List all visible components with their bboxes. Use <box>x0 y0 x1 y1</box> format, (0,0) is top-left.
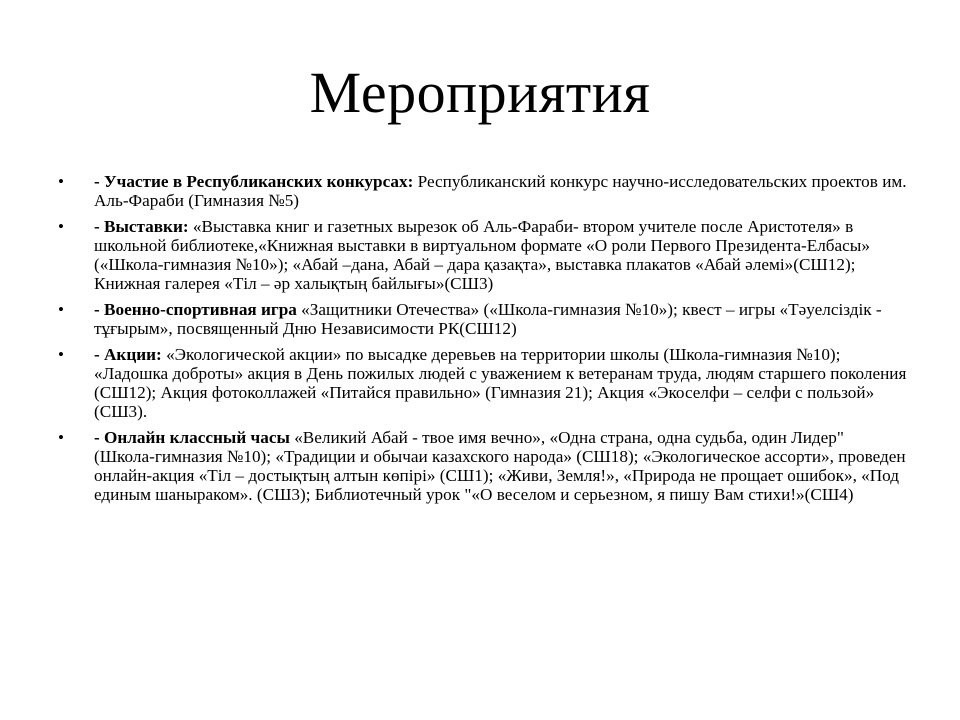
item-text: «Экологической акции» по высадке деревьев на территории школы (Школа-гимназия №10); «Ладошка доброты» акция в День пожилых людей с уважением к ветеранам труда, людям старшего поколения (СШ12); Акция фотоколлажей «Питайся правильно» (Гимназия 21); Акция «Экоселфи – селфи с пользой» (СШ3). <box>94 345 907 421</box>
item-lead: - Выставки: <box>94 217 189 236</box>
bullet-icon: • <box>58 217 64 236</box>
bullet-icon: • <box>58 172 64 191</box>
slide-title: Мероприятия <box>309 60 651 125</box>
list-item <box>58 217 908 293</box>
item-text: Республиканский конкурс научно-исследовательских проектов им. Аль-Фараби (Гимназия №5) <box>94 172 907 210</box>
list-item <box>58 345 908 421</box>
item-lead: - Военно-спортивная игра <box>94 300 297 319</box>
item-lead: - Онлайн классный часы <box>94 428 290 447</box>
bullet-list <box>58 172 908 511</box>
list-item <box>58 300 908 338</box>
list-item <box>58 172 908 210</box>
item-lead: - Акции: <box>94 345 162 364</box>
bullet-icon: • <box>58 428 64 447</box>
bullet-icon: • <box>58 345 64 364</box>
item-text: «Выставка книг и газетных вырезок об Аль-Фараби- втором учителе после Аристотеля» в школьной библиотеке,«Книжная выставки в виртуальном формате «О роли Первого Президента-Елбасы» («Школа-гимназия №10»); «Абай –дана, Абай – дара қазақта», выставка плакатов «Абай әлемі»(СШ12); Книжная галерея «Тіл – әр халықтың байлығы»(СШ3) <box>94 217 870 293</box>
bullet-icon: • <box>58 300 64 319</box>
item-lead: - Участие в Республиканских конкурсах: <box>94 172 414 191</box>
item-text: «Защитники Отечества» («Школа-гимназия №10»); квест – игры «Тәуелсіздік - тұғырым», посвященный Дню Независимости РК(СШ12) <box>94 300 882 338</box>
list-item <box>58 428 908 504</box>
item-text: «Великий Абай - твое имя вечно», «Одна страна, одна судьба, один Лидер" (Школа-гимназия №10); «Традиции и обычаи казахского народа» (СШ18); «Экологическое ассорти», проведен онлайн-акция «Тіл – достықтың алтын көпірі» (СШ1); «Живи, Земля!», «Природа не прощает ошибок», «Под единым шаныраком». (СШ3); Библиотечный урок "«О веселом и серьезном, я пишу Вам стихи!»(СШ4) <box>94 428 906 504</box>
